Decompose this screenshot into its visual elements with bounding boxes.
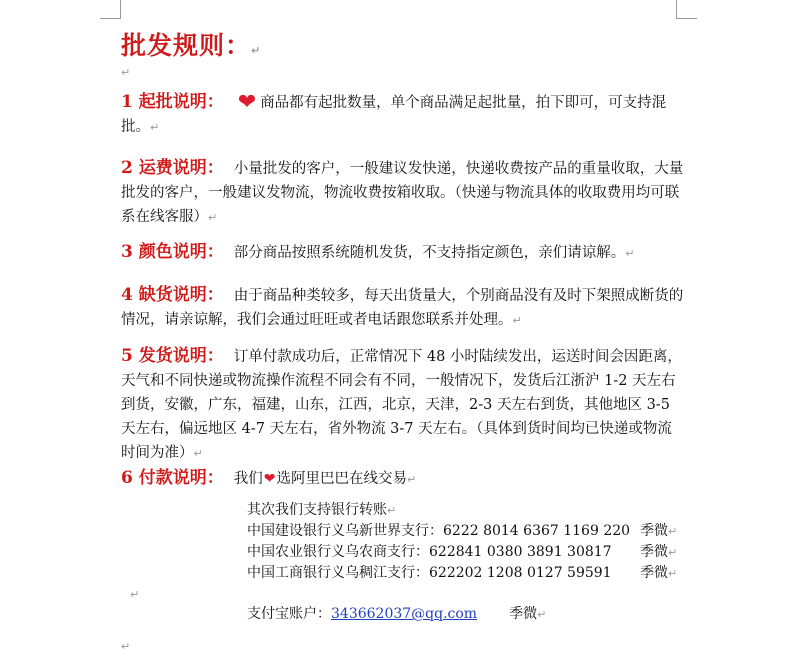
section-heading: 2 运费说明： (121, 158, 224, 178)
bank-account-abc (247, 542, 678, 562)
alipay-holder: 季微 (509, 606, 538, 622)
bank-account-text: 中国农业银行义乌农商支行：622841 0380 3891 30817 (247, 544, 612, 560)
paragraph-mark-icon: ↵ (208, 211, 218, 224)
section-text: 小量批发的客户，一般建议发快递，快递收费按产品的重量收取，大量批发的客户，一般建议发物流，物流收费按箱收取。（快递与物流具体的收取费用均可联系在线客服） (121, 161, 684, 225)
section-out-of-stock (121, 283, 686, 333)
paragraph-mark-icon: ↵ (150, 121, 160, 134)
alipay-account-link[interactable]: 343662037@qq.com (331, 606, 478, 622)
section-heading: 5 发货说明： (121, 346, 224, 366)
crop-mark-top-right (676, 0, 697, 19)
section-heading: 4 缺货说明： (121, 285, 224, 305)
paragraph-mark-icon: ↵ (406, 473, 417, 486)
transfer-note: 其次我们支持银行转账↵ (247, 502, 397, 518)
paragraph-mark-icon: ↵ (121, 640, 131, 653)
paragraph-mark-icon: ↵ (668, 525, 678, 538)
section-text-before: 我们 (233, 471, 263, 487)
paragraph-mark-icon: ↵ (668, 567, 678, 580)
section-text-after: 选阿里巴巴在线交易 (276, 471, 407, 487)
account-holder: 季微↵ (640, 544, 678, 560)
paragraph-mark-icon: ↵ (512, 314, 522, 327)
paragraph-mark-icon: ↵ (537, 608, 547, 621)
paragraph-mark-icon: ↵ (625, 247, 635, 260)
bank-account-text: 中国建设银行义乌新世界支行：6222 8014 6367 1169 220 (247, 523, 631, 539)
crop-mark-top-left (100, 0, 121, 19)
bank-account-text: 中国工商银行义乌稠江支行：622202 1208 0127 59591 (247, 565, 612, 581)
heart-icon: ❤ (237, 90, 257, 115)
bank-account-ccb (247, 521, 678, 541)
section-text: 订单付款成功后，正常情况下 48 小时陆续发出，运送时间会因距离，天气和不同快递或物流操作流程不同会有不同，一般情况下，发货后江浙沪 1-2 天左右到货，安徽，广东，福建，山东，江西，北京，天津，2-3 天左右到货，其他地区 3-5 天左右，偏远地区 4-7 天左右，省外物流 3-7 天左右。（具体到货时间均已快递或物流时间为准） (121, 349, 682, 461)
bank-account-icbc (247, 563, 678, 583)
paragraph-mark-icon: ↵ (387, 504, 397, 517)
section-heading: 1 起批说明： (121, 92, 224, 112)
paragraph-mark-icon: ↵ (193, 447, 203, 460)
section-heading: 6 付款说明： (121, 468, 224, 488)
section-min-order (121, 90, 686, 140)
section-heading: 3 颜色说明： (121, 242, 224, 262)
heart-icon: ❤ (263, 471, 276, 487)
paragraph-mark-icon: ↵ (130, 588, 140, 601)
alipay-label: 支付宝账户： (247, 606, 331, 622)
account-holder: 季微↵ (640, 565, 678, 581)
section-delivery (121, 344, 686, 466)
section-text: 部分商品按照系统随机发货，不支持指定颜色，亲们请谅解。 (233, 245, 626, 261)
page-title: 批发规则：↵ (121, 31, 262, 60)
alipay-line (247, 604, 546, 625)
paragraph-mark-icon: ↵ (668, 546, 678, 559)
section-shipping-fee (121, 156, 686, 230)
paragraph-mark-icon: ↵ (251, 44, 262, 57)
section-payment (121, 466, 686, 492)
section-text: 商品都有起批数量，单个商品满足起批量，拍下即可，可支持混批。 (121, 95, 667, 135)
account-holder: 季微↵ (640, 523, 678, 539)
section-color (121, 240, 686, 266)
paragraph-mark-icon: ↵ (121, 66, 131, 79)
section-text: 由于商品种类较多，每天出货量大，个别商品没有及时下架照成断货的情况，请亲谅解，我们会通过旺旺或者电话跟您联系并处理。 (121, 288, 684, 328)
